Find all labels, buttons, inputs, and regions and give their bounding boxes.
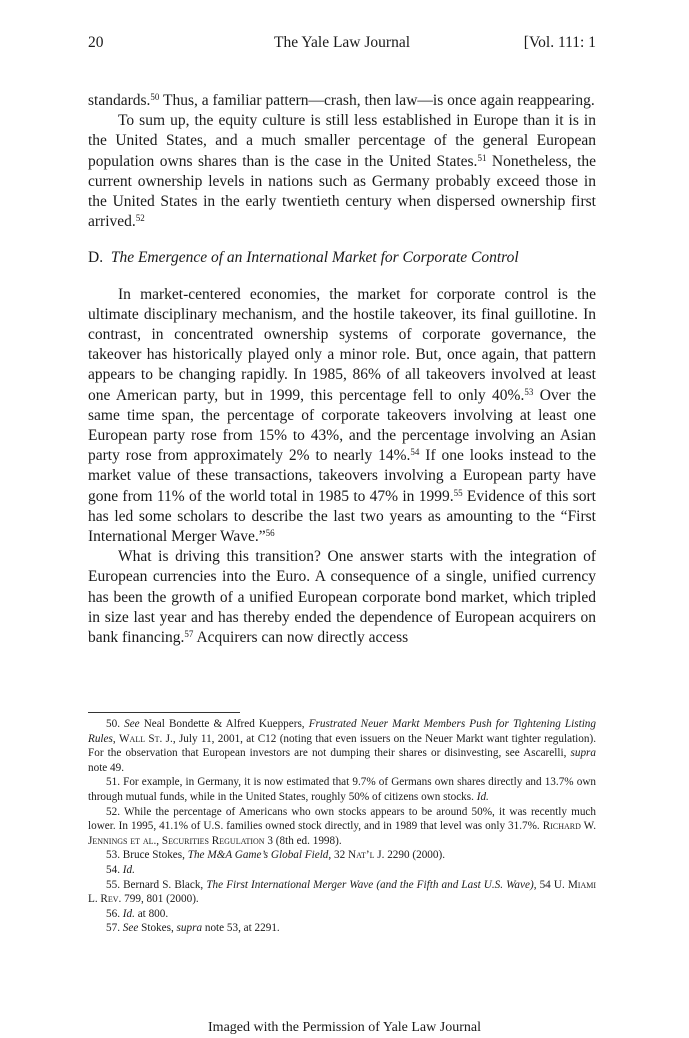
footnote-ref-53: 53 [524,386,534,397]
footnote-ref-56: 56 [265,528,275,539]
footnote-52: 52. While the percentage of Americans who own stocks appears to be around 50%, it was recently much lower. In 1995, 41.1% of U.S. families owned stock directly, and in 1989 that level was only 31.7%. Richard W. Jennings et al., Securities Regulation 3 (8th ed. 1998). [88,805,596,847]
section-heading [88,248,596,268]
footnote-57: 57. See Stokes, supra note 53, at 2291. [106,922,280,935]
footnote-56: 56. Id. at 800. [106,907,169,920]
paragraph-2: To sum up, the equity culture is still less established in Europe than it is in the United States, and a much smaller percentage of the general European population owns shares than is the case in the United States.$^{51}$ Nonetheless, the current ownership levels in nations such as Germany probably exceed those in the United States in the early twentieth century when dispersed ownership first arrived.$^{52}$ [88,112,596,231]
paragraph-3: In market-centered economies, the market for corporate control is the ultimate disciplinary mechanism, and the hostile takeover, its final guillotine. In contrast, in concentrated ownership systems of corporate governance, the takeover has historically played only a minor role. But, once again, that pattern appears to be changing rapidly. In 1985, 86% of all takeovers involved at least one American party, but in 1999, this percentage fell to only 40%.$^{53}$ Over the same time span, the percentage of corporate takeovers involving at least one European party rose from 15% to 43%, and the percentage involving an Asian party rose from approximately 2% to nearly 14%.$^{54}$ If one looks instead to the market value of these transactions, takeovers involving a European party have gone from 11% of the world total in 1985 to 47% in 1999.55 Evidence of this sort has led some scholars to describe the last two years as amounting to the “First International Merger Wave.”$^{56}$ [88,285,597,546]
footnote-50: 50. See Neal Bondette & Alfred Kueppers, Frustrated Neuer Markt Members Push for Tightening Listing Rules, Wall St. J., July 11, 2001, at C12 (noting that even issuers on the Neuer Markt want tighter regulation). For the observation that European investors are not dumping their shares or disinvesting, see Ascarelli, supra note 49. [88,718,596,774]
volume-label: [Vol. 111: 1 [523,34,596,51]
paragraph-4: What is driving this transition? One answer starts with the integration of European currencies into the Euro. A consequence of a single, unified currency has been the growth of a unified European corporate bond market, which tripled in size last year and has thereby ended the dependence of European acquirers on bank financing.$^{57}$ Acquirers can now directly access [88,548,596,647]
running-header [88,34,596,56]
journal-title: The Yale Law Journal [273,34,411,51]
footnote-ref-55: 55 [453,487,463,498]
footnote-ref-54: 54 [410,447,420,458]
page-number: 20 [88,34,104,51]
footnote-divider [88,712,240,713]
section-title: The Emergence of an International Market for Corporate Control [110,249,519,267]
footnote-ref-50: 50 [150,92,160,102]
footnote-ref-57: 57 [184,629,194,640]
paragraph-1: standards.$^{50}$ Thus, a familiar pattern—crash, then law—is once again reappearing. [88,92,595,109]
footnote-53: 53. Bruce Stokes, The M&A Game’s Global Field, 32 Nat’l J. 2290 (2000). [106,849,445,862]
footnotes [88,717,596,936]
footnote-ref-51: 51 [477,152,487,163]
permission-footer: Imaged with the Permission of Yale Law Journal [208,1020,481,1035]
main-text [88,91,596,648]
footnote-ref-52: 52 [135,213,145,224]
section-letter: D. [88,249,104,267]
footnote-54: 54. Id. [106,863,135,876]
footnote-55: 55. Bernard S. Black, The First International Merger Wave (and the Fifth and Last U.S. Wave), 54 U. Miami L. Rev. 799, 801 (2000). [88,878,597,906]
footnote-51: 51. For example, in Germany, it is now estimated that 9.7% of Germans own shares directly and 13.7% own through mutual funds, while in the United States, roughly 50% of citizens own stocks. Id. [88,776,596,803]
